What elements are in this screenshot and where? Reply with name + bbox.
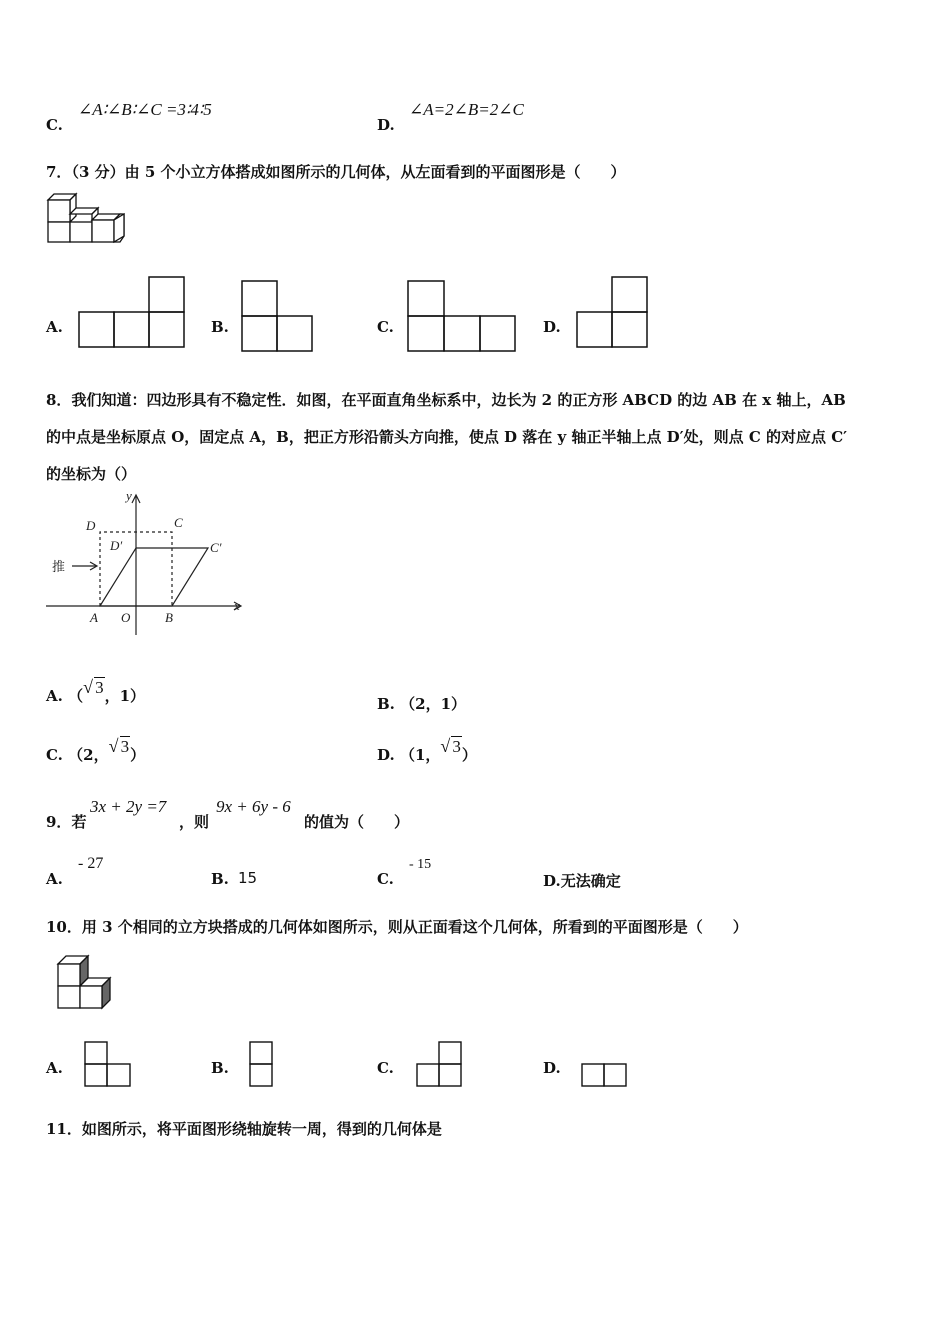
q8-option-c-rest: ）	[130, 746, 146, 764]
q8-option-c-open: （2，	[68, 746, 109, 764]
q10-option-c-label: C.	[377, 1059, 394, 1077]
q8-option-a-radicand: 3	[95, 678, 104, 697]
sqrt-symbol	[440, 737, 462, 757]
q9-number-if	[46, 811, 86, 832]
q11-number: 11．	[46, 1120, 82, 1138]
q7-option-c-figure	[406, 280, 518, 352]
q9-then: ，则	[179, 813, 210, 831]
q9-ask: 的值为（ ）	[304, 813, 410, 831]
q9-if: 若	[71, 813, 87, 831]
q8-option-d	[377, 737, 477, 765]
q7-option-a-label: A.	[46, 318, 63, 336]
q11-stem-line	[46, 1118, 442, 1139]
q8-option-d-open: （1，	[399, 746, 441, 764]
q9-option-b-value: 15	[238, 869, 258, 887]
q6-option-d-expr: ∠A=2∠B=2∠C	[409, 100, 524, 119]
q6-option-c-expr: ∠A∶∠B∶∠C =3∶4∶5	[78, 100, 212, 119]
q9-option-b-label: B.	[211, 870, 229, 888]
q10-number: 10．	[46, 918, 82, 936]
x-axis-label: x	[234, 598, 240, 613]
q7-option-d-label: D.	[543, 318, 561, 336]
q8-option-b-label: B.	[377, 695, 395, 713]
q8-option-b	[377, 693, 466, 714]
pushed-parallelogram	[100, 548, 208, 606]
y-axis-label: y	[126, 488, 132, 503]
q10-option-d-label: D.	[543, 1059, 561, 1077]
point-c-prime-label: C′	[210, 540, 222, 555]
q9-option-d	[543, 870, 621, 891]
q7-solid-figure	[44, 190, 130, 246]
q8-option-c-label: C.	[46, 746, 63, 764]
sqrt-symbol	[83, 678, 105, 698]
point-a-label: A	[90, 610, 98, 625]
q8-option-c-radicand: 3	[120, 737, 130, 756]
q8-option-b-text: （2，1）	[400, 695, 467, 713]
point-c-label: C	[174, 515, 183, 530]
q8-option-c	[46, 737, 146, 765]
q6-option-c-label: C.	[46, 116, 63, 134]
q9-option-d-value: 无法确定	[560, 872, 621, 890]
sqrt-symbol	[109, 737, 131, 757]
q10-option-a-label: A.	[46, 1059, 63, 1077]
point-b-label: B	[165, 610, 173, 625]
q8-number: 8．	[46, 391, 72, 409]
q9-number: 9．	[46, 813, 72, 831]
q10-solid-figure	[56, 952, 120, 1014]
origin-label: O	[121, 610, 131, 625]
q9-option-c-value: - 15	[409, 857, 432, 872]
q9-expr-2: 9x + 6y - 6	[216, 797, 291, 816]
point-d-label: D	[86, 518, 96, 533]
point-d-prime-label: D′	[110, 538, 123, 553]
q8-option-d-label: D.	[377, 746, 395, 764]
q6-option-d-label: D.	[377, 116, 395, 134]
q11-stem: 如图所示，将平面图形绕轴旋转一周，得到的几何体是	[81, 1120, 442, 1138]
q8-option-a	[46, 678, 146, 706]
q8-coordinate-figure	[44, 490, 250, 640]
q7-stem-line	[46, 161, 626, 182]
q9-option-a-value: - 27	[78, 855, 104, 872]
q10-option-b-figure	[249, 1041, 277, 1089]
q9-option-a-label: A.	[46, 870, 63, 888]
q8-option-d-radicand: 3	[452, 737, 461, 756]
q7-stem: 由 5 个小立方体搭成如图所示的几何体，从左面看到的平面图形是（ ）	[124, 163, 626, 181]
q10-option-b-label: B.	[211, 1059, 229, 1077]
q8-line-1: 我们知道：四边形具有不稳定性．如图，在平面直角坐标系中，边长为 2 的正方形 ABCD 的边 AB 在 x 轴上，AB	[71, 391, 846, 409]
q10-stem-line	[46, 916, 748, 937]
q9-expr-1: 3x + 2y =7	[90, 797, 167, 816]
q9-option-c-label: C.	[377, 870, 394, 888]
q10-option-a-figure	[84, 1041, 134, 1089]
q7-option-b-label: B.	[211, 318, 229, 336]
q8-line-3: 的坐标为（）	[46, 465, 137, 483]
q8-stem-line-1	[46, 389, 846, 410]
q8-option-d-rest: ）	[461, 746, 477, 764]
q8-option-a-open: （	[68, 687, 84, 705]
q7-option-c-label: C.	[377, 318, 394, 336]
q10-option-d-figure	[580, 1063, 632, 1089]
push-label: 推	[52, 560, 66, 575]
q7-option-b-figure	[240, 280, 316, 352]
q10-option-c-figure	[415, 1041, 467, 1089]
q9-option-d-label: D.	[543, 872, 561, 890]
q8-line-2: 的中点是坐标原点 O，固定点 A，B，把正方形沿箭头方向推，使点 D 落在 y 轴正半轴上点 D′处，则点 C 的对应点 C′	[46, 428, 848, 446]
q8-option-a-label: A.	[46, 687, 63, 705]
q7-option-a-figure	[76, 276, 186, 350]
q7-points: （3 分）	[71, 163, 125, 181]
q7-option-d-figure	[574, 276, 654, 352]
q10-stem: 用 3 个相同的立方块搭成的几何体如图所示，则从正面看这个几何体，所看到的平面图形是（ ）	[81, 918, 748, 936]
q8-option-a-rest: ，1）	[104, 687, 146, 705]
q7-number: 7．	[46, 163, 72, 181]
